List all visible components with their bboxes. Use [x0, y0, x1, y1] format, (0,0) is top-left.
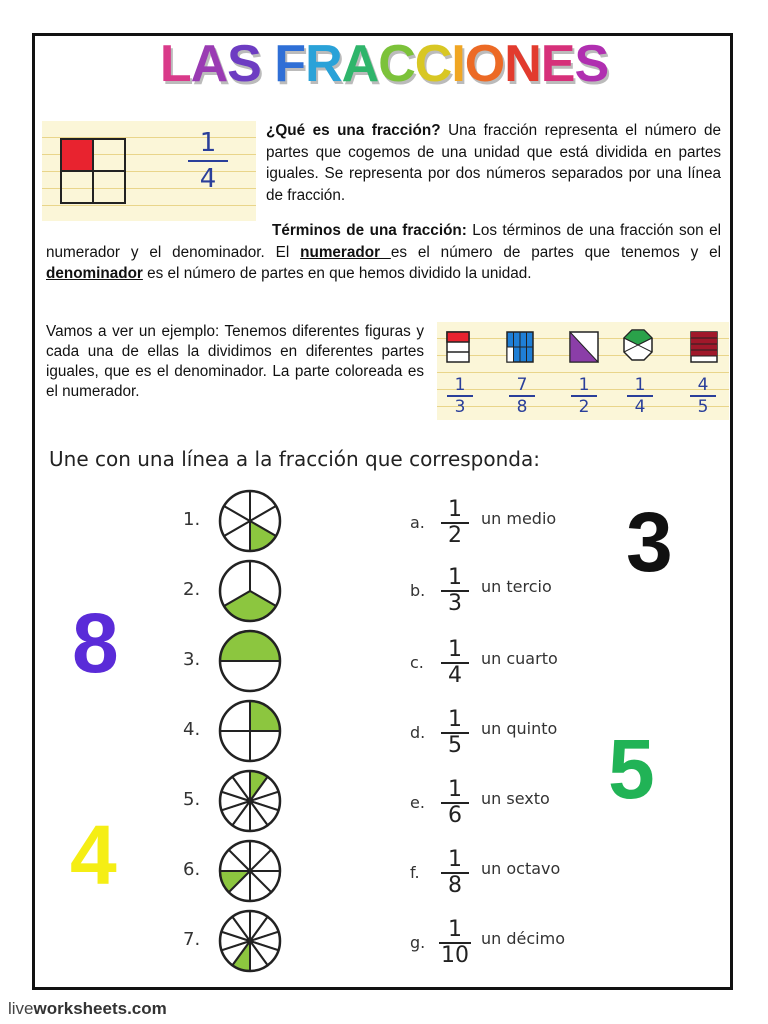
definition-text: Una fracción representa el número de partes que cogemos de una unidad que está dividida en partes iguales. Se representa por dos números separados por una línea de fracción.: [266, 122, 721, 204]
answer-number-2: 3: [626, 495, 673, 589]
option-letter: f.: [410, 863, 420, 882]
example-denominator: 4: [634, 396, 646, 417]
option-word: un décimo: [481, 929, 565, 948]
terms-paragraph: [46, 220, 721, 285]
footer-prefix: live: [8, 999, 34, 1018]
example-denominator: 3: [454, 396, 466, 417]
example-fraction: [690, 376, 716, 416]
option-word: un tercio: [481, 577, 552, 596]
circle-sector: [220, 631, 280, 661]
option-fraction[interactable]: [439, 919, 471, 967]
option-denominator: 5: [448, 733, 462, 758]
fraction-circle[interactable]: [218, 489, 282, 553]
fifths-rectangle-icon: [691, 332, 717, 362]
option-fraction[interactable]: [441, 709, 469, 757]
option-denominator: 6: [448, 803, 462, 828]
intro-fraction: [188, 128, 228, 194]
circle-number-label: 5.: [183, 789, 201, 810]
circle-number-label: 2.: [183, 579, 201, 600]
title-letter: I: [451, 35, 465, 93]
footer-brand: worksheets: [33, 999, 128, 1018]
site-footer[interactable]: [8, 999, 167, 1019]
option-word: un quinto: [481, 719, 558, 738]
option-letter: a.: [410, 513, 425, 532]
quarter-square-figure: [60, 138, 126, 204]
circle-sector: [220, 661, 280, 691]
option-numerator: 1: [448, 497, 462, 522]
intro-denominator: 4: [199, 164, 217, 194]
quarter-octagon-icon: [624, 330, 652, 360]
title-letter: C: [378, 35, 415, 93]
circle-number-label: 4.: [183, 719, 201, 740]
eighths-grid-icon: [507, 332, 533, 362]
option-letter: e.: [410, 793, 425, 812]
title-letter: S: [227, 35, 261, 93]
option-letter: c.: [410, 653, 424, 672]
circle-number-label: 7.: [183, 929, 201, 950]
fraction-circle[interactable]: [218, 699, 282, 763]
answer-number-4: 5: [608, 722, 655, 816]
title-letter: E: [540, 35, 575, 93]
option-numerator: 1: [448, 847, 462, 872]
fraction-circle[interactable]: [218, 769, 282, 833]
terms-text-3: es el número de partes en que hemos dividido la unidad.: [142, 265, 532, 282]
footer-suffix: .com: [127, 999, 167, 1018]
title-letter: L: [159, 35, 191, 93]
example-numerator: 1: [578, 375, 590, 395]
terms-text-1: Los términos de una fracción son el numerador y el denominador. El: [46, 222, 721, 261]
terms-text-2: es el número de partes que tenemos y el: [390, 243, 721, 261]
option-fraction[interactable]: [441, 639, 469, 687]
option-numerator: 1: [448, 565, 462, 590]
answer-number-3: 4: [70, 808, 117, 902]
example-paragraph: [46, 322, 424, 402]
circle-number-label: 6.: [183, 859, 201, 880]
fraction-circle[interactable]: [218, 629, 282, 693]
example-fraction: [571, 376, 597, 416]
example-fraction: [627, 376, 653, 416]
fraction-circle[interactable]: [218, 909, 282, 973]
option-denominator: 4: [448, 663, 462, 688]
option-denominator: 3: [448, 591, 462, 616]
exercise-instruction: Une con una línea a la fracción que corresponda:: [49, 447, 540, 471]
half-square-icon: [570, 332, 598, 362]
example-numerator: 7: [516, 375, 528, 395]
title-letter: S: [574, 35, 609, 93]
thirds-rectangle-icon: [447, 332, 469, 362]
example-fraction: [509, 376, 535, 416]
option-denominator: 10: [441, 943, 469, 968]
example-denominator: 5: [697, 396, 709, 417]
title-letter: F: [274, 35, 306, 93]
definition-paragraph: [266, 120, 721, 206]
denominador-term: denominador: [46, 265, 143, 282]
option-word: un sexto: [481, 789, 550, 808]
option-numerator: 1: [448, 707, 462, 732]
example-fraction: [447, 376, 473, 416]
option-numerator: 1: [448, 637, 462, 662]
option-fraction[interactable]: [441, 779, 469, 827]
title-letter: A: [190, 35, 228, 93]
title-letter: O: [464, 35, 505, 93]
intro-numerator: 1: [199, 128, 217, 158]
option-fraction[interactable]: [441, 499, 469, 547]
option-fraction[interactable]: [441, 567, 469, 615]
option-fraction[interactable]: [441, 849, 469, 897]
example-numerator: 1: [634, 375, 646, 395]
example-numerator: 4: [697, 375, 709, 395]
option-word: un cuarto: [481, 649, 558, 668]
numerador-term: numerador: [300, 243, 391, 261]
title-letter: [261, 35, 274, 93]
option-word: un medio: [481, 509, 557, 528]
circle-number-label: 3.: [183, 649, 201, 670]
title-letter: N: [504, 35, 541, 93]
example-denominator: 2: [578, 396, 590, 417]
fraction-circle[interactable]: [218, 559, 282, 623]
option-denominator: 2: [448, 523, 462, 548]
option-letter: b.: [410, 581, 426, 600]
option-numerator: 1: [448, 917, 462, 942]
circle-number-label: 1.: [183, 509, 201, 530]
option-denominator: 8: [448, 873, 462, 898]
definition-heading: ¿Qué es una fracción?: [266, 122, 441, 139]
option-letter: d.: [410, 723, 426, 742]
example-shapes: [437, 322, 729, 372]
option-word: un octavo: [481, 859, 561, 878]
option-letter: g.: [410, 933, 426, 952]
title-letter: R: [305, 35, 342, 93]
example-numerator: 1: [454, 375, 466, 395]
title-letter: C: [414, 35, 452, 93]
answer-number-1: 8: [72, 596, 119, 690]
example-denominator: 8: [516, 396, 528, 417]
terms-heading: Términos de una fracción:: [272, 222, 467, 239]
example-text: Vamos a ver un ejemplo: Tenemos diferentes figuras y cada una de ellas la dividimos en diferentes partes iguales, que es el denominador. La parte coloreada es el numerador.: [46, 323, 424, 400]
fraction-circle[interactable]: [218, 839, 282, 903]
option-numerator: 1: [448, 777, 462, 802]
title-letter: A: [341, 35, 379, 93]
page-title: [0, 34, 768, 94]
